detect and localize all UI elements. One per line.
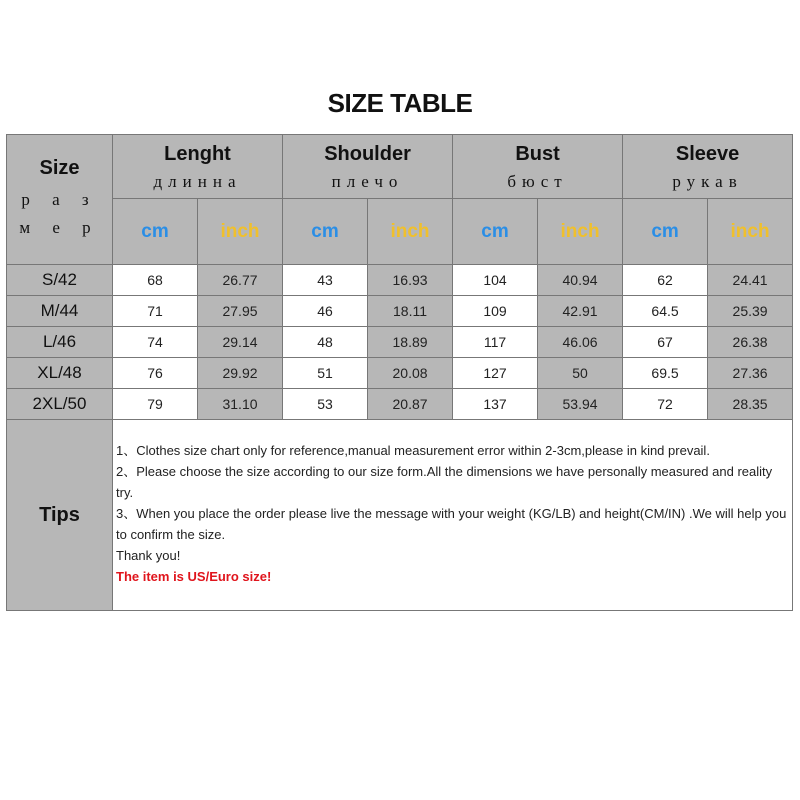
tip-line: 2、Please choose the size according to our size form.All the dimensions we have personally measured and reality try.: [116, 464, 773, 500]
value-cell: 27.36: [708, 358, 793, 389]
value-cell: 26.38: [708, 327, 793, 358]
value-cell: 69.5: [623, 358, 708, 389]
value-cell: 137: [453, 389, 538, 420]
tip-line: 3、When you place the order please live the message with your weight (KG/LB) and height(CM/IN) .We will help you to confirm the size.: [116, 506, 787, 542]
table-row: [7, 265, 793, 296]
size-cell: M/44: [7, 296, 113, 327]
size-cell: XL/48: [7, 358, 113, 389]
column-header-bust: [453, 135, 623, 199]
value-cell: 29.92: [198, 358, 283, 389]
value-cell: 62: [623, 265, 708, 296]
unit-inch: inch: [198, 199, 283, 265]
unit-inch: inch: [368, 199, 453, 265]
page-title: SIZE TABLE: [327, 88, 473, 118]
value-cell: 53: [283, 389, 368, 420]
value-cell: 127: [453, 358, 538, 389]
value-cell: 26.77: [198, 265, 283, 296]
value-cell: 71: [113, 296, 198, 327]
value-cell: 24.41: [708, 265, 793, 296]
unit-row: [7, 199, 793, 265]
table-row: [7, 327, 793, 358]
tips-label-cell: [7, 420, 113, 611]
value-cell: 64.5: [623, 296, 708, 327]
column-header-shoulder: [283, 135, 453, 199]
size-table: [6, 134, 793, 611]
value-cell: 27.95: [198, 296, 283, 327]
column-label-ru: бюст: [507, 172, 568, 191]
size-header-cell: [7, 135, 113, 265]
value-cell: 104: [453, 265, 538, 296]
value-cell: 18.89: [368, 327, 453, 358]
unit-cm: cm: [623, 199, 708, 265]
size-notice: The item is US/Euro size!: [116, 569, 272, 584]
value-cell: 74: [113, 327, 198, 358]
value-cell: 72: [623, 389, 708, 420]
value-cell: 29.14: [198, 327, 283, 358]
value-cell: 42.91: [538, 296, 623, 327]
value-cell: 28.35: [708, 389, 793, 420]
size-header-label-ru: р а з м е р: [19, 190, 100, 237]
table-row: [7, 296, 793, 327]
column-header-length: [113, 135, 283, 199]
column-label: Shoulder: [324, 143, 411, 165]
tips-content: [113, 420, 793, 611]
value-cell: 46.06: [538, 327, 623, 358]
value-cell: 20.87: [368, 389, 453, 420]
size-cell: S/42: [7, 265, 113, 296]
column-label-ru: длинна: [153, 172, 242, 191]
column-label: Sleeve: [675, 143, 740, 165]
value-cell: 51: [283, 358, 368, 389]
value-cell: 16.93: [368, 265, 453, 296]
value-cell: 46: [283, 296, 368, 327]
column-label: Lenght: [164, 143, 231, 165]
unit-cm: cm: [113, 199, 198, 265]
value-cell: 18.11: [368, 296, 453, 327]
value-cell: 76: [113, 358, 198, 389]
tip-line: 1、Clothes size chart only for reference,manual measurement error within 2-3cm,please in kind prevail.: [116, 443, 710, 458]
table-row: [7, 389, 793, 420]
value-cell: 50: [538, 358, 623, 389]
value-cell: 31.10: [198, 389, 283, 420]
header-row: [7, 135, 793, 199]
value-cell: 109: [453, 296, 538, 327]
value-cell: 20.08: [368, 358, 453, 389]
unit-cm: cm: [453, 199, 538, 265]
tip-line: Thank you!: [116, 548, 181, 563]
unit-inch: inch: [708, 199, 793, 265]
value-cell: 67: [623, 327, 708, 358]
value-cell: 79: [113, 389, 198, 420]
value-cell: 68: [113, 265, 198, 296]
column-label: Bust: [515, 143, 560, 165]
value-cell: 48: [283, 327, 368, 358]
tips-label: Tips: [39, 503, 80, 526]
column-label-ru: рукав: [672, 172, 743, 191]
table-row: [7, 358, 793, 389]
size-cell: L/46: [7, 327, 113, 358]
size-header-label: Size: [39, 157, 80, 179]
value-cell: 25.39: [708, 296, 793, 327]
size-cell: 2XL/50: [7, 389, 113, 420]
value-cell: 53.94: [538, 389, 623, 420]
value-cell: 117: [453, 327, 538, 358]
column-header-sleeve: [623, 135, 793, 199]
column-label-ru: плечо: [331, 172, 404, 191]
unit-cm: cm: [283, 199, 368, 265]
tips-row: [7, 420, 793, 611]
value-cell: 43: [283, 265, 368, 296]
value-cell: 40.94: [538, 265, 623, 296]
unit-inch: inch: [538, 199, 623, 265]
